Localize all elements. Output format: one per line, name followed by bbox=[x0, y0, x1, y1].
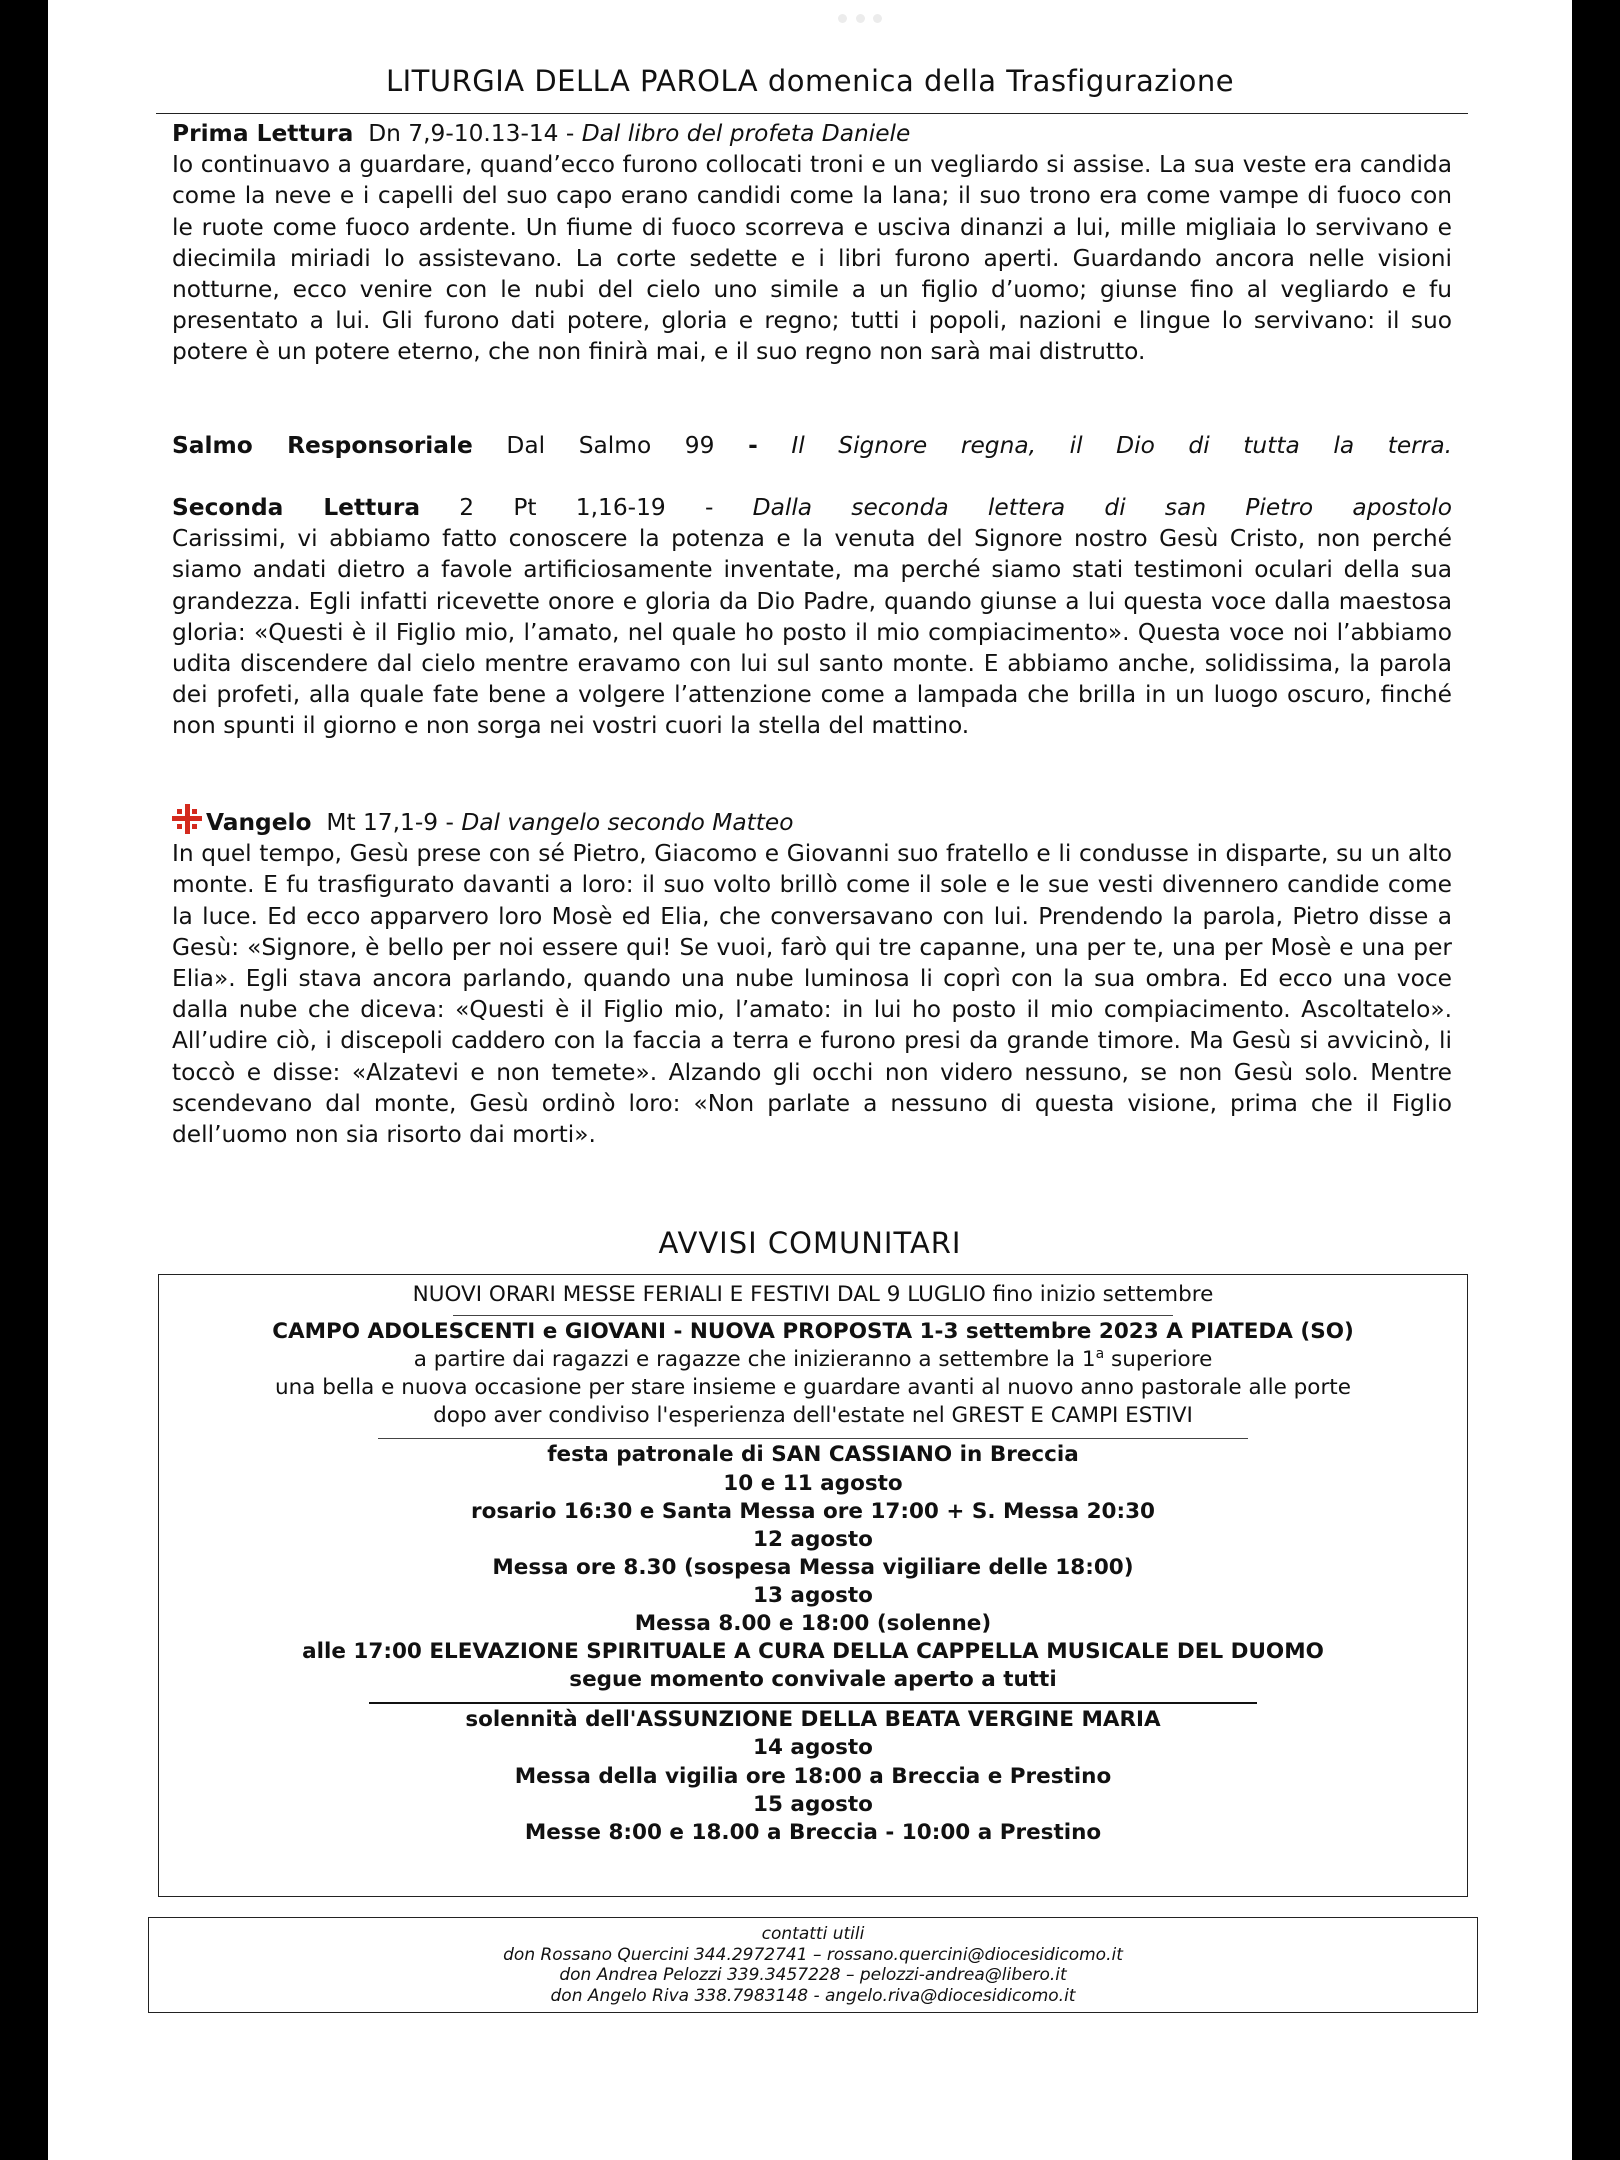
avvisi-box bbox=[158, 1274, 1468, 1897]
title-divider bbox=[156, 113, 1468, 114]
festa-line: 12 agosto bbox=[753, 1526, 873, 1552]
salmo-dash: - bbox=[748, 432, 758, 459]
contatti-box bbox=[148, 1917, 1478, 2013]
orari-line: NUOVI ORARI MESSE FERIALI E FESTIVI DAL 9 LUGLIO fino inizio settembre bbox=[412, 1282, 1214, 1307]
salmo-label: Salmo Responsoriale bbox=[172, 432, 473, 459]
vangelo-text: In quel tempo, Gesù prese con sé Pietro, Giacomo e Giovanni suo fratello e li condusse in disparte, su un alto monte. E fu trasfigurato davanti a loro: il suo volto brillò come il sole e le sue vesti divennero candide come la luce. Ed ecco apparvero loro Mosè ed Elia, che conversavano con lui. Prendendo la parola, Pietro disse a Gesù: «Signore, è bello per noi essere qui! Se vuoi, farò qui tre capanne, una per te, una per Mosè e una per Elia». Egli stava ancora parlando, quando una nube luminosa li coprì con la sua ombra. Ed ecco una voce dalla nube che diceva: «Questi è il Figlio mio, l’amato: in lui ho posto il mio compiacimento. Ascoltatelo». All’udire ciò, i discepoli caddero con la faccia a terra e furono presi da grande timore. Ma Gesù si avvicinò, li toccò e disse: «Alzatevi e non temete». Alzando gli occhi non videro nessuno, se non Gesù solo. Mentre scendevano dal monte, Gesù ordinò loro: «Non parlate a nessuno di questa visione, prima che il Figlio dell’uomo non sia risorto dai morti». bbox=[172, 840, 1452, 1149]
prima-lettura-ref: Dn 7,9-10.13-14 - bbox=[368, 120, 582, 147]
contatti-line: don Andrea Pelozzi 339.3457228 – pelozzi-andrea@libero.it bbox=[559, 1965, 1067, 1985]
vangelo-heading bbox=[172, 804, 1452, 838]
salmo-section bbox=[172, 430, 1452, 461]
contatti-title: contatti utili bbox=[761, 1924, 865, 1944]
window-handle[interactable] bbox=[838, 14, 882, 22]
contatti-line: don Angelo Riva 338.7983148 - angelo.riva@diocesidicomo.it bbox=[550, 1985, 1076, 2006]
campo-line-1: a partire dai ragazzi e ragazze che inizieranno a settembre la 1$^a$ superiore bbox=[413, 1346, 1213, 1373]
assunzione-line: 15 agosto bbox=[753, 1791, 873, 1817]
festa-line: segue momento convivale aperto a tutti bbox=[569, 1667, 1057, 1693]
prima-lettura-label: Prima Lettura bbox=[172, 120, 354, 147]
prima-lettura-heading bbox=[172, 118, 1452, 149]
festa-line: Messa ore 8.30 (sospesa Messa vigiliare delle 18:00) bbox=[492, 1554, 1134, 1580]
seconda-lettura-source: Dalla seconda lettera di san Pietro apostolo bbox=[752, 494, 1452, 521]
vangelo-label: Vangelo bbox=[206, 809, 312, 836]
campo-line-2: una bella e nuova occasione per stare insieme e guardare avanti al nuovo anno pastorale alle porte bbox=[275, 1375, 1351, 1401]
prima-lettura-source: Dal libro del profeta Daniele bbox=[581, 120, 911, 147]
assunzione-line: 14 agosto bbox=[753, 1735, 873, 1761]
festa-line: 13 agosto bbox=[753, 1582, 873, 1608]
document-page bbox=[48, 0, 1572, 2160]
assunzione-line: Messa della vigilia ore 18:00 a Breccia e Prestino bbox=[514, 1763, 1112, 1789]
salmo-ref: Dal Salmo 99 bbox=[506, 432, 715, 459]
festa-line: Messa 8.00 e 18:00 (solenne) bbox=[634, 1611, 992, 1637]
seconda-lettura-text: Carissimi, vi abbiamo fatto conoscere la potenza e la venuta del Signore nostro Gesù Cristo, non perché siamo andati dietro a favole artificiosamente inventate, ma perché siamo stati testimoni oculari della sua grandezza. Egli infatti ricevette onore e gloria da Dio Padre, quando giunse a lui questa voce dalla maestosa gloria: «Questi è il Figlio mio, l’amato, nel quale ho posto il mio compiacimento». Questa voce noi l’abbiamo udita discendere dal cielo mentre eravamo con lui sul santo monte. E abbiamo anche, solidissima, la parola dei profeti, alla quale fate bene a volgere l’attenzione come a lampada che brilla in un luogo oscuro, finché non spunti il giorno e non sorga nei vostri cuori la stella del mattino. bbox=[172, 525, 1452, 740]
seconda-lettura-ref: 2 Pt 1,16-19 - bbox=[459, 494, 714, 521]
seconda-lettura-heading bbox=[172, 492, 1452, 523]
salmo-heading bbox=[172, 430, 1452, 461]
seconda-lettura-label: Seconda Lettura bbox=[172, 494, 421, 521]
seconda-lettura-section bbox=[172, 492, 1452, 742]
festa-line: festa patronale di SAN CASSIANO in Breccia bbox=[547, 1442, 1079, 1468]
festa-line: rosario 16:30 e Santa Messa ore 17:00 + S. Messa 20:30 bbox=[470, 1498, 1156, 1524]
salmo-refrain: Il Signore regna, il Dio di tutta la terra. bbox=[791, 432, 1453, 459]
vangelo-source: Dal vangelo secondo Matteo bbox=[461, 809, 794, 836]
assunzione-line: solennità dell'ASSUNZIONE DELLA BEATA VERGINE MARIA bbox=[465, 1707, 1161, 1733]
avvisi-title: AVVISI COMUNITARI bbox=[658, 1226, 962, 1260]
red-cross-icon bbox=[172, 804, 202, 834]
prima-lettura-section bbox=[172, 118, 1452, 368]
campo-line-3: dopo aver condiviso l'esperienza dell'estate nel GREST E CAMPI ESTIVI bbox=[433, 1403, 1193, 1429]
contatti-line: don Rossano Quercini 344.2972741 – rossano.quercini@diocesidicomo.it bbox=[503, 1944, 1123, 1965]
vangelo-ref: Mt 17,1-9 - bbox=[326, 809, 462, 836]
assunzione-line: Messe 8:00 e 18.00 a Breccia - 10:00 a Prestino bbox=[524, 1819, 1102, 1845]
campo-title: CAMPO ADOLESCENTI e GIOVANI - NUOVA PROPOSTA 1-3 settembre 2023 A PIATEDA (SO) bbox=[272, 1319, 1354, 1345]
prima-lettura-text: Io continuavo a guardare, quand’ecco furono collocati troni e un vegliardo si assise. La sua veste era candida come la neve e i capelli del suo capo erano candidi come la lana; il suo trono era come vampe di fuoco con le ruote come fuoco ardente. Un fiume di fuoco scorreva e usciva dinanzi a lui, mille migliaia lo servivano e diecimila miriadi lo assistevano. La corte sedette e i libri furono aperti. Guardando ancora nelle visioni notturne, ecco venire con le nubi del cielo uno simile a un figlio d’uomo; giunse fino al vegliardo e fu presentato a lui. Gli furono dati potere, gloria e regno; tutti i popoli, nazioni e lingue lo servivano: il suo potere è un potere eterno, che non finirà mai, e il suo regno non sarà mai distrutto. bbox=[172, 151, 1452, 366]
festa-line: 10 e 11 agosto bbox=[723, 1470, 903, 1496]
vangelo-section bbox=[172, 804, 1452, 1150]
page-title: LITURGIA DELLA PAROLA domenica della Trasfigurazione bbox=[385, 64, 1235, 98]
festa-line: alle 17:00 ELEVAZIONE SPIRITUALE A CURA DELLA CAPPELLA MUSICALE DEL DUOMO bbox=[302, 1639, 1324, 1665]
